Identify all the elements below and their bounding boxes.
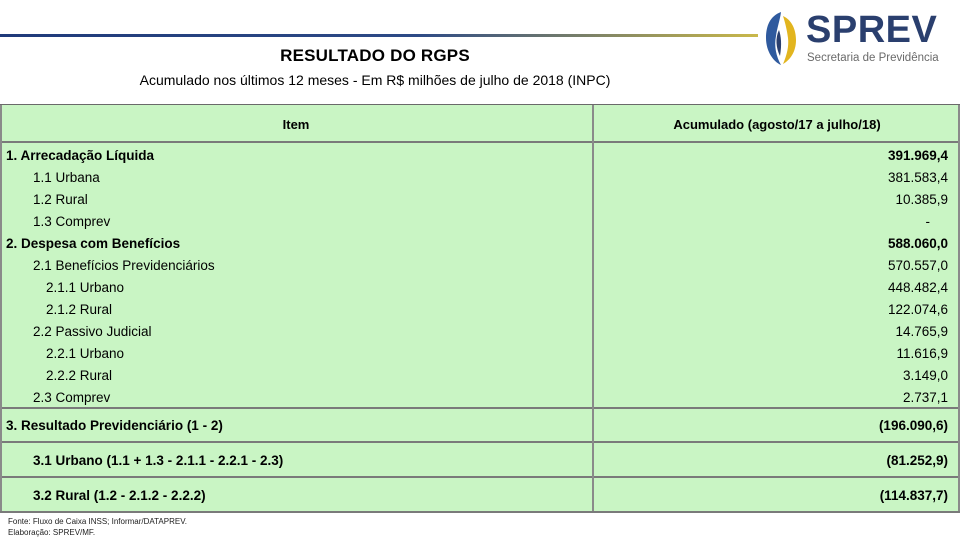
logo-brand: SPREV — [806, 9, 938, 51]
table-row — [0, 485, 960, 507]
table-border-bottom — [0, 511, 960, 513]
row-value: 391.969,4 — [887, 148, 948, 163]
row-label: 2.2.2 Rural — [46, 368, 113, 383]
footer-notes — [8, 516, 187, 538]
row-value: 570.557,0 — [887, 258, 948, 273]
row-value: 2.737,1 — [902, 390, 948, 405]
table-row — [0, 233, 960, 255]
column-header-accumulated: Acumulado (agosto/17 a julho/18) — [673, 117, 881, 132]
row-value: 122.074,6 — [887, 302, 948, 317]
table-row — [0, 299, 960, 321]
table-row — [0, 343, 960, 365]
column-header-item: Item — [282, 117, 310, 132]
footer-prepared: Elaboração: SPREV/MF. — [8, 528, 96, 537]
row-label: 1. Arrecadação Líquida — [6, 148, 155, 163]
row-label: 3.1 Urbano (1.1 + 1.3 - 2.1.1 - 2.2.1 - 2.3) — [33, 453, 284, 468]
row-value: (196.090,6) — [878, 418, 948, 433]
row-separator — [0, 407, 960, 409]
row-label: 1.3 Comprev — [33, 214, 111, 229]
table-row — [0, 189, 960, 211]
sprev-logo — [762, 6, 952, 68]
row-label: 2.1.1 Urbano — [46, 280, 125, 295]
row-label: 2. Despesa com Benefícios — [6, 236, 181, 251]
table-row — [0, 321, 960, 343]
row-label: 2.2.1 Urbano — [46, 346, 125, 361]
table-row — [0, 415, 960, 437]
results-table — [0, 104, 960, 512]
logo-tagline: Secretaria de Previdência — [807, 52, 939, 64]
row-label: 1.1 Urbana — [33, 170, 100, 185]
table-row — [0, 167, 960, 189]
table-row — [0, 255, 960, 277]
column-divider — [592, 105, 594, 513]
table-border-left — [0, 105, 2, 513]
table-row — [0, 211, 960, 233]
row-label: 2.2 Passivo Judicial — [33, 324, 152, 339]
row-separator — [0, 441, 960, 443]
row-label: 2.1.2 Rural — [46, 302, 113, 317]
table-row — [0, 365, 960, 387]
page-title: RESULTADO DO RGPS — [280, 46, 470, 65]
row-value: 14.765,9 — [895, 324, 948, 339]
row-value: (81.252,9) — [886, 453, 948, 468]
row-separator — [0, 476, 960, 478]
row-label: 2.3 Comprev — [33, 390, 111, 405]
page-subtitle: Acumulado nos últimos 12 meses - Em R$ milhões de julho de 2018 (INPC) — [139, 72, 611, 88]
sprev-logo-icon — [762, 10, 800, 66]
table-row — [0, 277, 960, 299]
table-row — [0, 450, 960, 472]
row-value: 11.616,9 — [896, 346, 948, 361]
row-label: 3. Resultado Previdenciário (1 - 2) — [6, 418, 223, 433]
row-value: (114.837,7) — [879, 488, 948, 503]
row-value: 588.060,0 — [887, 236, 948, 251]
table-header-row — [0, 105, 960, 143]
header-divider — [0, 34, 758, 37]
row-value: 3.149,0 — [902, 368, 948, 383]
table-row — [0, 387, 960, 409]
row-label: 3.2 Rural (1.2 - 2.1.2 - 2.2.2) — [33, 488, 206, 503]
row-value: 381.583,4 — [887, 170, 948, 185]
row-value: - — [925, 214, 930, 229]
row-label: 2.1 Benefícios Previdenciários — [33, 258, 215, 273]
table-row — [0, 145, 960, 167]
row-value: 10.385,9 — [895, 192, 948, 207]
row-value: 448.482,4 — [887, 280, 948, 295]
footer-source: Fonte: Fluxo de Caixa INSS; Informar/DATAPREV. — [8, 517, 188, 526]
row-label: 1.2 Rural — [33, 192, 88, 207]
